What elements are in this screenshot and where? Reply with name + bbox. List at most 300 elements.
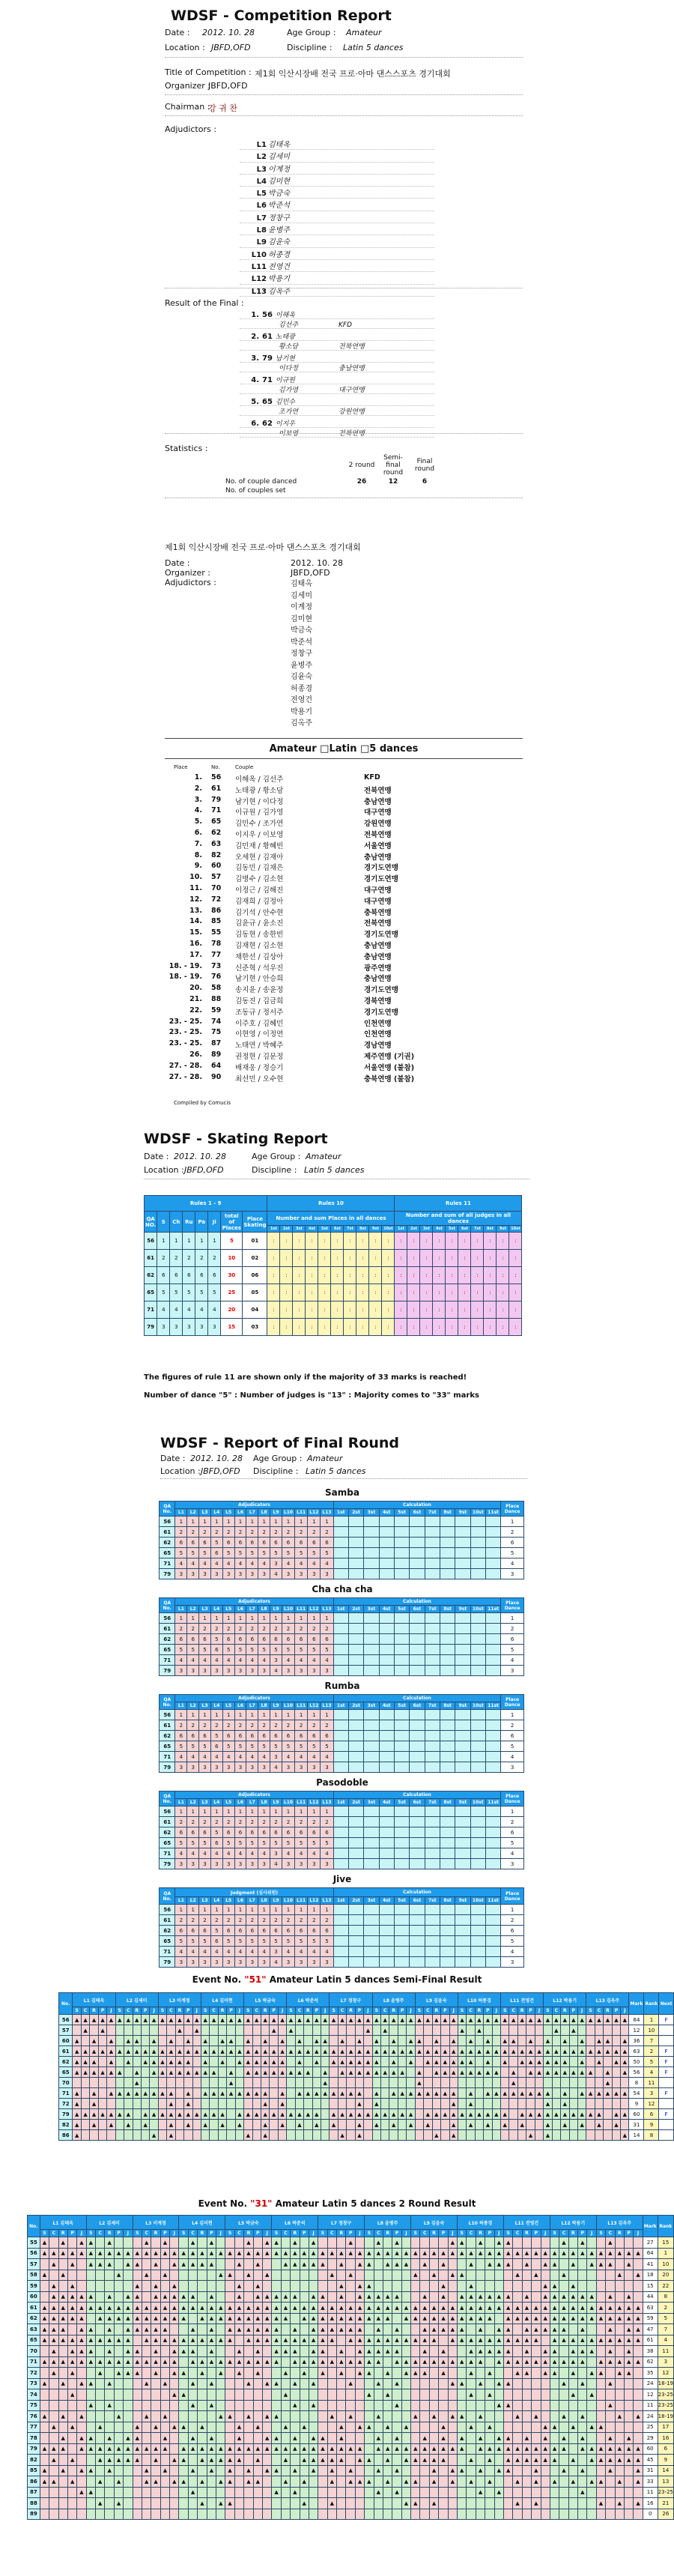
adjudicator-name: 박용기 xyxy=(268,275,290,284)
r2-mark: ▲ xyxy=(606,2324,615,2335)
calc-cell xyxy=(333,1558,348,1569)
judge-mark: 5 xyxy=(210,1926,222,1936)
r2-mark: ▲ xyxy=(503,2378,512,2389)
semi-rank: 3 xyxy=(644,2088,659,2099)
semi-mark xyxy=(287,2099,295,2109)
r2-mark xyxy=(179,2433,188,2444)
r2-mark-total: 29 xyxy=(643,2433,658,2444)
r2-mark: ▲ xyxy=(133,2259,142,2270)
r2-mark xyxy=(467,2237,476,2249)
semi-mark: ▲ xyxy=(167,2057,175,2067)
semi-mark: ▲ xyxy=(552,2025,560,2036)
semi-mark xyxy=(398,2120,406,2130)
r2-mark xyxy=(96,2378,105,2389)
semi-mark xyxy=(184,2130,192,2141)
r2-mark xyxy=(559,2476,568,2488)
r2-mark: ▲ xyxy=(355,2259,364,2270)
r2-mark: ▲ xyxy=(114,2356,123,2368)
r2-mark xyxy=(596,2411,605,2422)
r2-mark xyxy=(615,2509,624,2520)
event-adjudicator-names xyxy=(291,578,312,730)
place-col-head: 1st xyxy=(395,1226,407,1233)
adjudicator-name: 김세미 xyxy=(268,153,290,162)
r2-mark: ▲ xyxy=(532,2248,541,2259)
r2-rank: 5 xyxy=(658,2313,673,2324)
rule10-cell: : xyxy=(369,1250,382,1267)
judge-mark: 5 xyxy=(234,1936,246,1947)
calc-cell xyxy=(455,1947,470,1957)
semi-mark: ▲ xyxy=(578,2015,586,2025)
semi-mark: ▲ xyxy=(278,2067,286,2078)
r2-mark: ▲ xyxy=(188,2259,197,2270)
calc-cell xyxy=(485,1915,500,1926)
r2-mark: ▲ xyxy=(170,2281,179,2292)
r2-mark xyxy=(411,2237,420,2249)
r2-mark: ▲ xyxy=(253,2346,262,2357)
semi-mark: ▲ xyxy=(569,2067,577,2078)
judge-mark: 4 xyxy=(222,1947,234,1957)
judge-mark: 6 xyxy=(199,1634,211,1645)
r2-mark: ▲ xyxy=(596,2422,605,2433)
r2-mark xyxy=(476,2368,485,2379)
r2-mark xyxy=(207,2422,216,2433)
r2-mark: ▲ xyxy=(151,2248,160,2259)
calc-cell xyxy=(394,1741,409,1752)
semi-mark: ▲ xyxy=(235,2046,243,2057)
dance-col-head: J xyxy=(364,2007,372,2015)
r2-rank: 2 xyxy=(658,2303,673,2314)
dance-place: 1 xyxy=(501,1710,524,1720)
r2-mark: ▲ xyxy=(550,2248,559,2259)
final-row xyxy=(160,1655,524,1666)
r2-mark: ▲ xyxy=(216,2411,225,2422)
judge-mark: 5 xyxy=(246,1936,258,1947)
r2-mark xyxy=(596,2281,605,2292)
rank-head: Rank xyxy=(644,1993,659,2015)
result-no: 65 xyxy=(262,398,273,406)
judge-mark: 1 xyxy=(222,1806,234,1817)
r2-mark: ▲ xyxy=(188,2465,197,2476)
r2-mark: ▲ xyxy=(467,2303,476,2314)
r2-mark: ▲ xyxy=(578,2324,587,2335)
calc-cell xyxy=(485,1848,500,1859)
r2-mark xyxy=(420,2270,429,2281)
judge-mark: 4 xyxy=(282,1752,294,1762)
judge-mark: 6 xyxy=(282,1926,294,1936)
judge-mark: 2 xyxy=(210,1720,222,1731)
r2-mark: ▲ xyxy=(124,2303,133,2314)
r2-mark: ▲ xyxy=(253,2281,262,2292)
r2-mark: ▲ xyxy=(429,2270,438,2281)
semi-mark xyxy=(133,2099,141,2109)
r2-mark: ▲ xyxy=(365,2281,374,2292)
semi-mark: ▲ xyxy=(621,2067,629,2078)
sum10-head: Number and sum Places in all dances xyxy=(267,1212,395,1226)
judge-mark: 1 xyxy=(282,1806,294,1817)
row-no: 64 xyxy=(211,1061,222,1070)
semi-mark: ▲ xyxy=(578,2120,586,2130)
judge-mark: 2 xyxy=(199,1915,211,1926)
r2-mark xyxy=(365,2487,374,2498)
r2-mark xyxy=(513,2378,522,2389)
semi-mark: ▲ xyxy=(552,2057,560,2067)
r2-mark xyxy=(578,2368,587,2379)
semi-mark xyxy=(98,2099,106,2109)
calculation-head: Calculation xyxy=(333,1888,501,1897)
semi-mark-total: 64 xyxy=(629,2015,644,2025)
judge-mark: 5 xyxy=(222,1548,234,1558)
r2-mark xyxy=(625,2237,634,2249)
calc-cell xyxy=(348,1731,363,1741)
judge-mark: 3 xyxy=(295,1762,308,1773)
r2-mark: ▲ xyxy=(77,2487,86,2498)
r2-mark xyxy=(86,2313,95,2324)
r2-mark xyxy=(291,2422,300,2433)
calc-cell xyxy=(455,1569,470,1579)
r2-mark: ▲ xyxy=(133,2356,142,2368)
dance-col-head: P xyxy=(578,2230,587,2237)
semi-mark: ▲ xyxy=(252,2088,261,2099)
r2-mark: ▲ xyxy=(105,2303,114,2314)
judge-mark: 4 xyxy=(199,1752,211,1762)
r2-mark: ▲ xyxy=(578,2303,587,2314)
judge-mark: 2 xyxy=(199,1720,211,1731)
semi-no: 86 xyxy=(59,2130,73,2141)
rule11-cell: : xyxy=(471,1250,484,1267)
calc-cell xyxy=(348,1838,363,1848)
r2-mark xyxy=(439,2378,448,2389)
semi-mark: ▲ xyxy=(338,2036,346,2046)
semi-mark: ▲ xyxy=(167,2099,175,2109)
r2-mark xyxy=(476,2509,485,2520)
r2-no: 60 xyxy=(28,2291,40,2303)
r2-mark: ▲ xyxy=(309,2291,318,2303)
skating-title: WDSF - Skating Report xyxy=(144,1131,328,1147)
calculation-head: Calculation xyxy=(333,1695,501,1702)
round2-row xyxy=(28,2487,674,2498)
dance-col-head: P xyxy=(485,2230,494,2237)
r2-mark: ▲ xyxy=(568,2259,577,2270)
semi-mark: ▲ xyxy=(355,2067,363,2078)
r2-mark: ▲ xyxy=(263,2335,272,2346)
semi-mark xyxy=(287,2057,295,2067)
r2-mark: ▲ xyxy=(439,2313,448,2324)
r2-mark xyxy=(207,2509,216,2520)
row-couple: 김동진 / 김금희 xyxy=(235,997,284,1006)
semi-mark xyxy=(475,2088,483,2099)
r2-mark xyxy=(532,2389,541,2401)
calc-cell xyxy=(455,1558,470,1569)
r2-mark xyxy=(458,2498,467,2509)
calc-cell xyxy=(333,1645,348,1655)
semi-mark: ▲ xyxy=(535,2015,543,2025)
dance-place: 5 xyxy=(501,1645,524,1655)
r2-mark: ▲ xyxy=(86,2303,95,2314)
judge-mark: 4 xyxy=(270,1859,282,1869)
semi-mark xyxy=(424,2025,432,2036)
rule11-cell: : xyxy=(471,1301,484,1319)
calc-cell xyxy=(470,1741,485,1752)
r2-rank: 6 xyxy=(658,2443,673,2455)
calc-col-head: 4st xyxy=(379,1702,394,1710)
r2-mark: ▲ xyxy=(124,2433,133,2444)
adjudicator-row xyxy=(240,150,434,162)
semi-rank: 11 xyxy=(644,2078,659,2088)
dance-place: 5 xyxy=(501,1741,524,1752)
semi-mark: ▲ xyxy=(201,2036,209,2046)
r2-mark xyxy=(346,2259,355,2270)
r2-mark xyxy=(281,2270,290,2281)
r2-mark: ▲ xyxy=(494,2237,503,2249)
calc-cell xyxy=(485,1947,500,1957)
semi-mark xyxy=(347,2120,355,2130)
final-row xyxy=(160,1527,524,1538)
r2-mark: ▲ xyxy=(337,2303,346,2314)
calc-col-head: 9st xyxy=(455,1509,470,1517)
r2-mark xyxy=(448,2498,457,2509)
r2-mark: ▲ xyxy=(559,2237,568,2249)
r2-mark xyxy=(503,2389,512,2401)
judge-mark: 3 xyxy=(308,1859,321,1869)
r2-mark: ▲ xyxy=(568,2346,577,2357)
semi-mark xyxy=(295,2130,303,2141)
r2-mark xyxy=(541,2335,550,2346)
judge-mark: 6 xyxy=(234,1538,246,1548)
fr-age-label: Age Group : xyxy=(253,1454,303,1463)
final-row xyxy=(160,1762,524,1773)
r2-mark: ▲ xyxy=(244,2248,253,2259)
round2-table xyxy=(27,2215,674,2520)
semi-mark xyxy=(467,2130,475,2141)
semi-mark xyxy=(270,2088,278,2099)
r2-mark xyxy=(253,2509,262,2520)
semi-mark xyxy=(304,2057,312,2067)
r2-mark xyxy=(550,2498,559,2509)
r2-mark: ▲ xyxy=(383,2346,392,2357)
r2-mark xyxy=(114,2259,123,2270)
calc-col-head: 11st xyxy=(485,1897,500,1905)
semi-mark: ▲ xyxy=(424,2088,432,2099)
r2-mark: ▲ xyxy=(485,2313,494,2324)
semi-mark: ▲ xyxy=(501,2057,509,2067)
judge-mark: 3 xyxy=(210,1859,222,1869)
semi-mark: ▲ xyxy=(73,2120,81,2130)
r2-mark: ▲ xyxy=(216,2335,225,2346)
judge-mark: 5 xyxy=(234,1741,246,1752)
r2-mark xyxy=(522,2487,531,2498)
r2-mark: ▲ xyxy=(96,2248,105,2259)
semi-mark xyxy=(201,2025,209,2036)
r2-mark: ▲ xyxy=(550,2455,559,2466)
r2-mark: ▲ xyxy=(225,2313,234,2324)
r2-mark xyxy=(485,2411,494,2422)
semi-mark xyxy=(501,2078,509,2088)
r2-mark xyxy=(244,2509,253,2520)
semi-no: 62 xyxy=(59,2057,73,2067)
r2-mark: ▲ xyxy=(40,2270,49,2281)
r2-mark xyxy=(86,2411,95,2422)
place-col-head: 5st xyxy=(318,1226,331,1233)
semi-mark: ▲ xyxy=(578,2057,586,2067)
r2-mark: ▲ xyxy=(327,2443,336,2455)
r2-mark xyxy=(96,2291,105,2303)
judge-col-head: L3 xyxy=(199,1509,211,1517)
semi-mark: ▲ xyxy=(544,2130,552,2141)
dance-place: 2 xyxy=(501,1720,524,1731)
semi-mark: ▲ xyxy=(141,2015,149,2025)
r2-mark: ▲ xyxy=(587,2346,596,2357)
judge-mark: 1 xyxy=(282,1905,294,1915)
judge-mark: 4 xyxy=(270,1957,282,1968)
r2-mark xyxy=(568,2443,577,2455)
dance-col-head: S xyxy=(287,2007,295,2015)
calc-cell xyxy=(348,1634,363,1645)
r2-mark: ▲ xyxy=(541,2455,550,2466)
semi-mark: ▲ xyxy=(90,2057,98,2067)
judge-mark: 4 xyxy=(246,1558,258,1569)
r2-mark xyxy=(86,2389,95,2401)
judge-mark: 6 xyxy=(210,1645,222,1655)
dance-col-head: C xyxy=(210,2007,218,2015)
dance-col-head: R xyxy=(151,2230,160,2237)
r2-mark: ▲ xyxy=(513,2303,522,2314)
r2-mark xyxy=(420,2487,429,2498)
calc-cell xyxy=(425,1720,440,1731)
result-row xyxy=(165,840,523,851)
r2-mark: ▲ xyxy=(522,2356,531,2368)
fr-age: Amateur xyxy=(307,1454,343,1463)
calc-cell xyxy=(425,1806,440,1817)
semi-mark xyxy=(595,2067,603,2078)
adjudicator-row xyxy=(240,187,434,199)
semi-mark: ▲ xyxy=(389,2088,398,2099)
r2-mark: ▲ xyxy=(606,2303,615,2314)
judge-col-head: L6 xyxy=(234,1702,246,1710)
judge-mark: 6 xyxy=(187,1634,199,1645)
rule10-cell: : xyxy=(280,1301,293,1319)
rule10-cell: : xyxy=(267,1284,280,1301)
semi-mark xyxy=(612,2036,620,2046)
r2-mark: ▲ xyxy=(207,2443,216,2455)
r2-mark xyxy=(596,2237,605,2249)
semi-mark: ▲ xyxy=(561,2099,569,2109)
r2-mark: ▲ xyxy=(188,2356,197,2368)
judge-mark: 5 xyxy=(246,1741,258,1752)
judge-mark: 4 xyxy=(270,1666,282,1676)
semi-mark: ▲ xyxy=(270,2067,278,2078)
judge-mark: 6 xyxy=(210,1838,222,1848)
judge-mark: 5 xyxy=(187,1838,199,1848)
semi-mark: ▲ xyxy=(150,2015,158,2025)
semi-mark xyxy=(175,2078,183,2088)
r2-mark xyxy=(253,2487,262,2498)
r2-mark: ▲ xyxy=(77,2356,86,2368)
judge-mark: 2 xyxy=(175,1624,187,1634)
r2-mark xyxy=(365,2443,374,2455)
place-col-head: 3st xyxy=(293,1226,306,1233)
semi-mark: ▲ xyxy=(261,2120,269,2130)
judge-mark: 1 xyxy=(308,1806,321,1817)
r2-mark: ▲ xyxy=(216,2443,225,2455)
r2-mark: ▲ xyxy=(225,2356,234,2368)
semi-mark: ▲ xyxy=(561,2046,569,2057)
row-club: 전북연맹 xyxy=(364,830,392,839)
semi-mark xyxy=(338,2120,346,2130)
semi-mark: ▲ xyxy=(389,2067,398,2078)
semi-mark xyxy=(612,2067,620,2078)
r2-mark xyxy=(234,2498,243,2509)
r2-mark: ▲ xyxy=(225,2303,234,2314)
final-no: 56 xyxy=(160,1806,175,1817)
semi-no: 57 xyxy=(59,2025,73,2036)
r2-mark: ▲ xyxy=(170,2368,179,2379)
calc-cell xyxy=(485,1806,500,1817)
adjudicator-code: L2 xyxy=(256,153,267,162)
r2-mark: ▲ xyxy=(253,2248,262,2259)
r2-mark xyxy=(596,2346,605,2357)
r2-mark xyxy=(476,2259,485,2270)
r2-mark: ▲ xyxy=(234,2291,243,2303)
r2-mark xyxy=(244,2400,253,2411)
semi-mark: ▲ xyxy=(330,2088,338,2099)
r2-mark: ▲ xyxy=(559,2335,568,2346)
result-partner1: 남기현 xyxy=(275,355,296,363)
r2-mark xyxy=(374,2368,383,2379)
r2-mark: ▲ xyxy=(374,2248,383,2259)
r2-mark: ▲ xyxy=(532,2303,541,2314)
r2-mark: ▲ xyxy=(188,2335,197,2346)
dance-col-head: R xyxy=(58,2230,67,2237)
r2-mark xyxy=(96,2509,105,2520)
r2-mark: ▲ xyxy=(67,2356,76,2368)
semi-mark: ▲ xyxy=(441,2046,449,2057)
r2-mark xyxy=(458,2368,467,2379)
dance-col-head: C xyxy=(467,2230,476,2237)
location-label: Location : xyxy=(165,43,205,52)
judge-mark: 3 xyxy=(258,1569,270,1579)
final-result-item xyxy=(240,418,434,438)
adjudicators-label: Adjudictors : xyxy=(165,124,216,134)
r2-mark: ▲ xyxy=(198,2335,207,2346)
r2-mark xyxy=(383,2465,392,2476)
semi-mark: ▲ xyxy=(218,2109,226,2120)
r2-mark xyxy=(179,2400,188,2411)
r2-mark xyxy=(179,2498,188,2509)
calc-cell xyxy=(333,1905,348,1915)
judge-mark: 2 xyxy=(321,1817,333,1827)
semi-mark: ▲ xyxy=(407,2109,415,2120)
row-couple: 남기현 / 안승희 xyxy=(235,975,284,984)
semi-mark: ▲ xyxy=(312,2015,321,2025)
r2-mark: ▲ xyxy=(494,2356,503,2368)
r2-mark: ▲ xyxy=(522,2433,531,2444)
judge-mark: 5 xyxy=(270,1838,282,1848)
semi-mark xyxy=(235,2099,243,2109)
r2-mark: ▲ xyxy=(58,2411,67,2422)
calc-cell xyxy=(394,1527,409,1538)
semi-mark xyxy=(218,2130,226,2141)
judge-mark: 5 xyxy=(295,1645,308,1655)
judge-mark: 1 xyxy=(199,1517,211,1527)
semi-title: Event No. "51" Amateur Latin 5 dances Semi-Final Result xyxy=(192,1974,482,1985)
calc-cell xyxy=(348,1741,363,1752)
semi-mark: ▲ xyxy=(244,2130,252,2141)
semi-mark xyxy=(552,2120,560,2130)
calc-cell xyxy=(394,1905,409,1915)
r2-mark xyxy=(225,2487,234,2498)
r2-mark: ▲ xyxy=(114,2270,123,2281)
r2-no: 88 xyxy=(28,2498,40,2509)
